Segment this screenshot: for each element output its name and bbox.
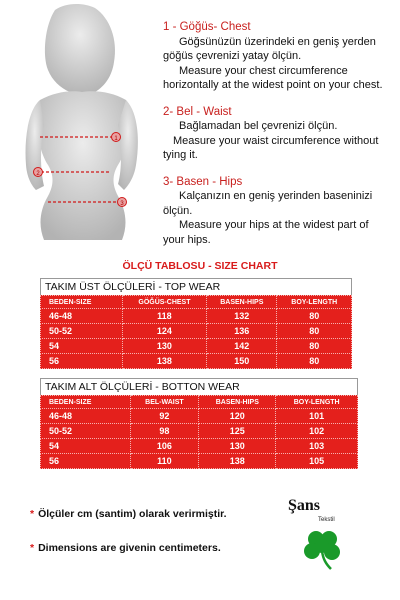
figure-torso [37,91,129,240]
table-cell: 130 [199,439,276,454]
table-cell: 46-48 [41,309,123,324]
instruction-line: tying it. [163,149,198,161]
table-cell: 125 [199,424,276,439]
marker-waist-label: 2 [36,171,40,177]
instruction-line: Bağlamadan bel çevrenizi ölçün. [179,120,338,132]
table-cell: 50-52 [41,324,123,339]
table-cell: 103 [276,439,358,454]
table-cell: 80 [277,354,352,369]
instruction-title: 3- Basen - Hips [163,175,243,188]
table-cell: 142 [207,339,277,354]
instruction-line: your hips. [163,233,211,246]
table-cell: 80 [277,324,352,339]
table-cell: 130 [122,339,206,354]
table-cell: 150 [207,354,277,369]
instruction-title: 2- Bel - Waist [163,105,232,118]
note-text: Dimensions are givenin centimeters. [38,542,221,554]
table-cell: 50-52 [41,424,131,439]
note-english [30,542,221,554]
table-cell: 106 [130,439,199,454]
column-header: BASEN-HIPS [199,396,276,409]
table-header-row [41,396,358,409]
column-header: BEDEN-SIZE [41,396,131,409]
table-cell: 80 [277,309,352,324]
instruction-line: horizontally at the widest point on your chest. [163,79,383,91]
note-turkish [30,508,227,520]
column-header: BASEN-HIPS [207,296,277,309]
instruction-title: 1 - Göğüs- Chest [163,21,251,33]
clover-icon [300,527,346,571]
marker-chest-label: 1 [114,136,118,142]
table-cell: 138 [199,454,276,469]
body-measurement-figure [0,0,158,240]
table-row [41,454,358,469]
instruction-line: Measure your waist circumference without [173,134,379,147]
table-cell: 46-48 [41,409,131,424]
table-cell: 120 [199,409,276,424]
table-row [41,354,352,369]
table-cell: 92 [130,409,199,424]
table-cell: 132 [207,309,277,324]
table-cell: 98 [130,424,199,439]
column-header: BEL-WAIST [130,396,199,409]
table-cell: 101 [276,409,358,424]
table-cell: 118 [122,309,206,324]
instruction-hips [163,175,395,248]
table-cell: 138 [122,354,206,369]
figure-arm-left [26,100,44,190]
column-header: BEDEN-SIZE [41,296,123,309]
table-cell: 56 [41,354,123,369]
top-wear-table [40,295,352,369]
top-wear-section [40,278,352,369]
bottom-wear-section [40,378,358,469]
instruction-line: Measure your hips at the widest part of [179,219,369,231]
table-row [41,409,358,424]
table-cell: 124 [122,324,206,339]
table-row [41,324,352,339]
table-cell: 105 [276,454,358,469]
asterisk-icon: * [30,542,35,554]
bottom-wear-heading: TAKIM ALT ÖLÇÜLERİ - BOTTON WEAR [40,378,358,395]
instruction-line: Measure your chest circumference [179,64,348,77]
table-cell: 136 [207,324,277,339]
size-chart-title: ÖLÇÜ TABLOSU - SIZE CHART [122,260,278,272]
top-wear-heading: TAKIM ÜST ÖLÇÜLERİ - TOP WEAR [40,278,352,295]
instruction-waist [163,105,395,163]
marker-hips-label: 3 [120,201,124,207]
figure-head [45,4,115,92]
table-row [41,339,352,354]
brand-name: Şans [288,497,321,514]
column-header: BOY-LENGTH [276,396,358,409]
instruction-chest [163,20,395,93]
measurement-instructions [163,20,395,259]
table-cell: 54 [41,439,131,454]
table-cell: 80 [277,339,352,354]
table-cell: 56 [41,454,131,469]
table-header-row [41,296,352,309]
instruction-line: ölçün. [163,204,193,217]
table-row [41,424,358,439]
brand-logo [288,497,348,523]
table-row [41,309,352,324]
column-header: GÖĞÜS-CHEST [122,296,206,309]
brand-subtitle: Tekstil [318,517,335,523]
table-row [41,439,358,454]
table-cell: 110 [130,454,199,469]
asterisk-icon: * [30,508,35,520]
instruction-line: göğüs çevrenizi yatay ölçün. [163,50,302,62]
table-cell: 102 [276,424,358,439]
instruction-line: Göğsünüzün üzerindeki en geniş yerden [179,35,376,48]
instruction-line: Kalçanızın en geniş yerinden baseninizi [179,190,373,202]
table-cell: 54 [41,339,123,354]
note-text: Ölçüler cm (santim) olarak verirmiştir. [38,508,227,520]
bottom-wear-table [40,395,358,469]
column-header: BOY-LENGTH [277,296,352,309]
